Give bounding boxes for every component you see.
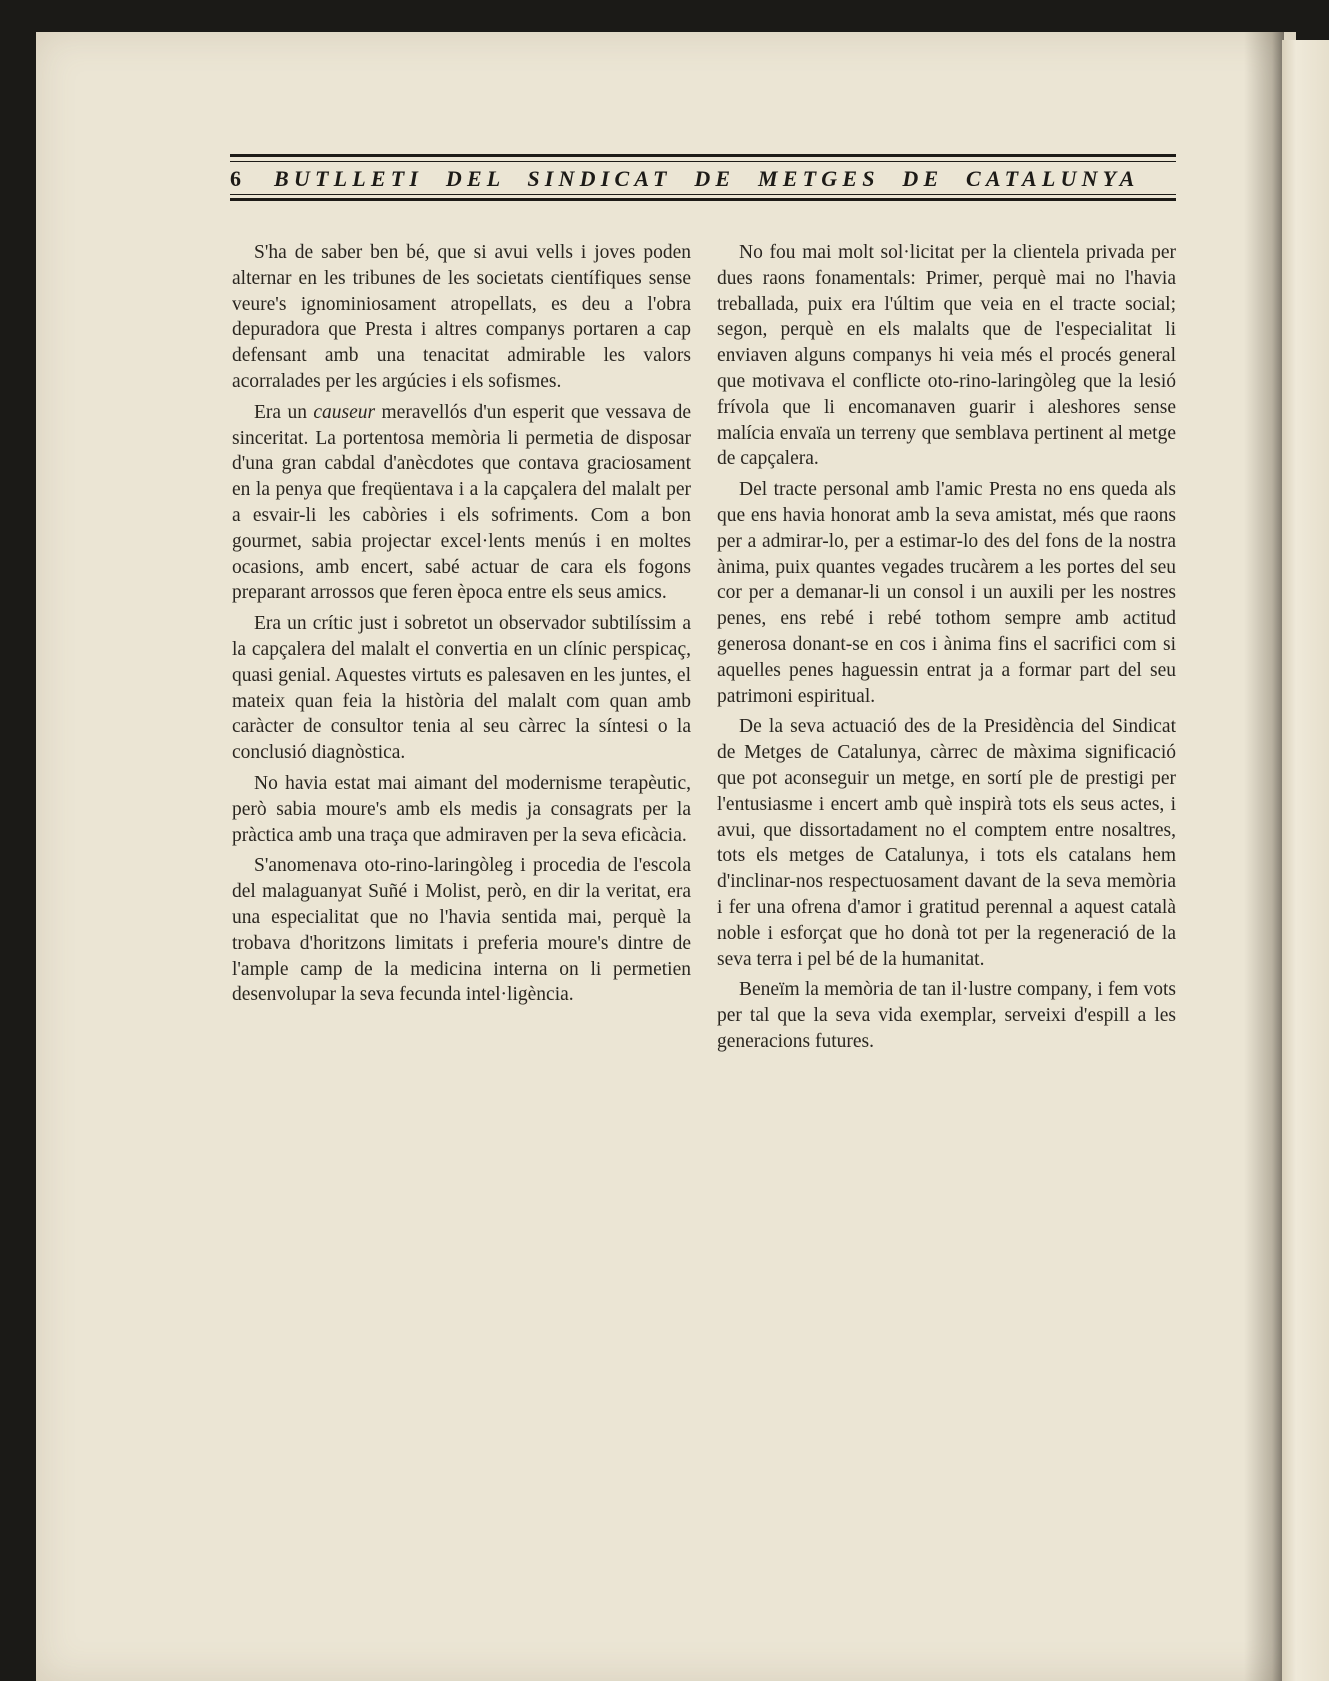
paragraph: No fou mai molt sol·licitat per la clientela privada per dues raons fonamentals: Primer, perquè mai no l'havia treballada, puix era l'últim que veia en el tracte social; segon, perquè en els malalts que de l'especialitat li enviaven alguns companys hi veia més el procés general que motivava el conflicte oto-rino-laringòleg que la lesió frívola que li encomanaven guarir i aleshores sense malícia envaïa un terreny que semblava pertinent al metge de capçalera. — [717, 242, 1176, 470]
paragraph: S'anomenava oto-rino-laringòleg i procedia de l'escola del malaguanyat Suñé i Molist, però, en dir la veritat, era una especialitat que no l'havia sentida mai, perquè la trobava d'horitzons limitats i preferia moure's dintre de l'ample camp de la medicina interna on li permetien desenvolupar la seva fecunda intel·ligència. — [232, 855, 691, 1006]
header-rule-bottom — [230, 198, 1176, 201]
header-rule-top-thin — [230, 161, 1176, 162]
paragraph-text: Era un — [254, 401, 314, 423]
paragraph-text: meravellós d'un esperit que vessava de sinceritat. La portentosa memòria li permetia de disposar d'una gran cabdal d'anècdotes que contava graciosament en la penya que freqüentava i a la capçalera del malalt per a esvair-li les cabòries i els sofriments. Com a bon gourmet, sabia projectar excel·lents menús i en moltes ocasions, amb encert, sabé actuar de cara els fogons preparant arrossos que feren època entre els seus amics. — [232, 401, 691, 604]
gutter-shadow — [1244, 32, 1284, 1681]
italic-word: causeur — [313, 401, 376, 423]
paragraph: S'ha de saber ben bé, que si avui vells i joves poden alternar en les tribunes de les societats científiques sense veure's ignominiosament atropellats, es deu a l'obra depuradora que Presta i altres companys portaren a cap defensant amb una tenacitat admirable les valors acorralades per les argúcies i els sofismes. — [232, 242, 691, 392]
paragraph-with-italic — [232, 400, 691, 606]
paragraph: Del tracte personal amb l'amic Presta no ens queda als que ens havia honorat amb la seva amistat, més que raons per a admirar-lo, per a estimar-lo des del fons de la nostra ànima, puix quantes vegades trucàrem a les portes del seu cor per a demanar-li un consol i un auxili per les nostres penes, ens rebé i rebé tothom sempre amb actitud generosa donant-se en cos i ànima fins el sacrifici com si aquelles penes haguessin entrat ja a formar part del seu patrimoni espiritual. — [717, 479, 1176, 707]
header-rule-bottom-thin — [230, 194, 1176, 195]
journal-title: BUTLLETI DEL SINDICAT DE METGES DE CATALUNYA — [274, 166, 1140, 191]
header-rule-top — [230, 154, 1176, 157]
right-column — [717, 240, 1176, 1060]
left-column — [232, 240, 691, 1013]
running-header — [230, 154, 1176, 204]
header-row — [230, 165, 1176, 193]
paragraph: Era un crític just i sobretot un observador subtilíssim a la capçalera del malalt el convertia en un clínic perspicaç, quasi genial. Aquestes virtuts es palesaven en les juntes, el mateix quan feia la història del malalt com quan amb caràcter de consultor tenia al seu càrrec la síntesi o la conclusió diagnòstica. — [232, 613, 691, 764]
paragraph: De la seva actuació des de la Presidència del Sindicat de Metges de Catalunya, càrrec de màxima significació que pot aconseguir un metge, en sortí ple de prestigi per l'entusiasme i encert amb què inspirà tots els seus actes, i avui, que dissortadament no el comptem entre nosaltres, tots els metges de Catalunya, i tots els catalans hem d'inclinar-nos respectuosament davant de la seva memòria i fer una ofrena d'amor i gratitud perennal a aquest català noble i esforçat que ho donà tot per la regeneració de la seva terra i pel bé de la humanitat. — [717, 716, 1176, 970]
next-page-edge — [1282, 40, 1329, 1681]
paragraph: No havia estat mai aimant del modernisme terapèutic, però sabia moure's amb els medis ja consagrats per la pràctica amb una traça que admiraven per la seva eficàcia. — [232, 772, 691, 846]
paragraph: Beneïm la memòria de tan il·lustre company, i fem vots per tal que la seva vida exemplar, serveixi d'espill a les generacions futures. — [717, 979, 1176, 1052]
page-number: 6 — [230, 166, 241, 191]
